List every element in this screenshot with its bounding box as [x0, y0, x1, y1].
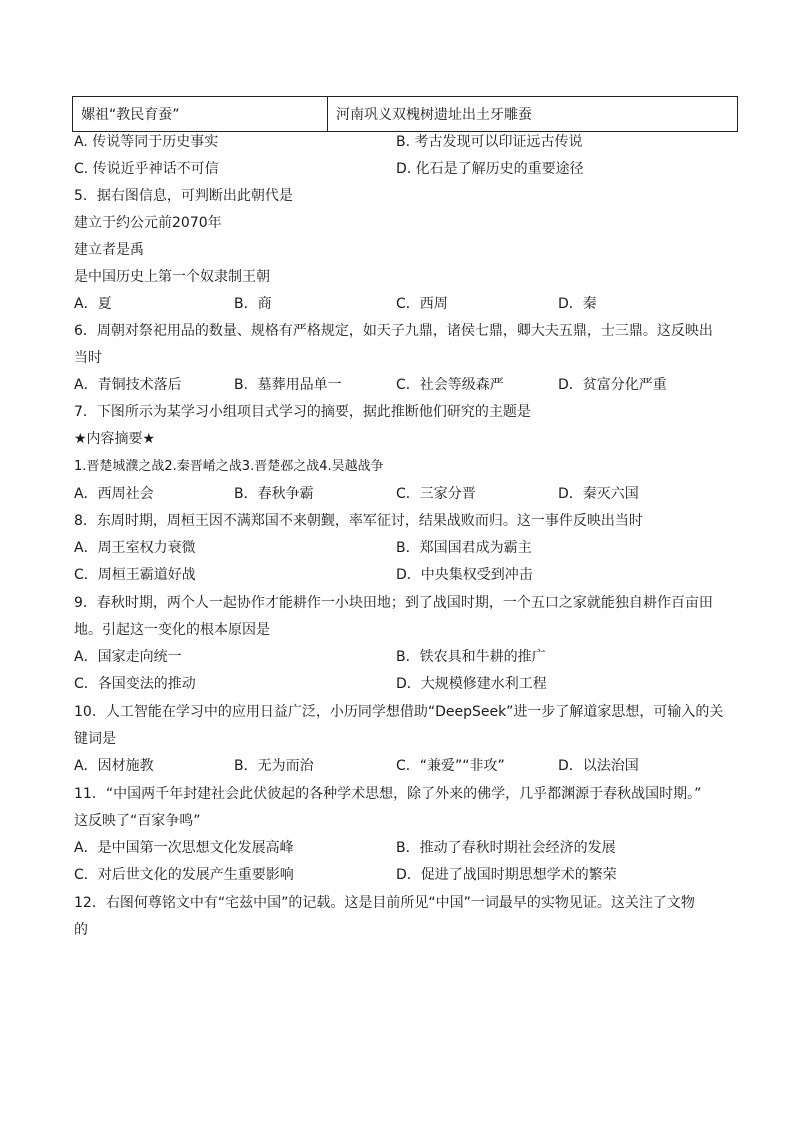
- q7-option-b: B．春秋争霸: [234, 486, 314, 502]
- material-table: [72, 96, 738, 132]
- q12-stem-line-1: 12．右图何尊铭文中有“宅兹中国”的记载。这是目前所见“中国”一词最早的实物见证。这关注了文物: [74, 895, 695, 911]
- q12-stem-line-2: 的: [74, 922, 88, 938]
- q11-stem-line-1: 11．“中国两千年封建社会此伏彼起的各种学术思想，除了外来的佛学，几乎都渊源于春秋战国时期。”: [74, 786, 702, 802]
- q6-stem-line-2: 当时: [74, 350, 102, 366]
- q9-option-d: D．大规模修建水利工程: [396, 676, 547, 692]
- q5-option-c: C．西周: [396, 296, 448, 312]
- q10-stem-line-2: 键词是: [74, 731, 116, 747]
- q7-option-a: A．西周社会: [74, 486, 154, 502]
- q7-summary-title: ★内容摘要★: [74, 431, 156, 447]
- q9-option-b: B．铁农具和牛耕的推广: [396, 649, 546, 665]
- q9-stem-line-1: 9．春秋时期，两个人一起协作才能耕作一小块田地；到了战国时期，一个五口之家就能独自耕作百亩田: [74, 595, 713, 611]
- q7-stem: 7．下图所示为某学习小组项目式学习的摘要，据此推断他们研究的主题是: [74, 404, 531, 420]
- q10-option-c: C．“兼爱”“非攻”: [396, 758, 505, 774]
- q9-option-a: A．国家走向统一: [74, 649, 182, 665]
- q11-option-c: C．对后世文化的发展产生重要影响: [74, 867, 294, 883]
- q11-option-d: D．促进了战国时期思想学术的繁荣: [396, 867, 617, 883]
- q5-option-b: B．商: [234, 296, 272, 312]
- q8-option-b: B．郑国国君成为霸主: [396, 540, 532, 556]
- q6-option-a: A．青铜技术落后: [74, 377, 182, 393]
- q8-option-c: C．周桓王霸道好战: [74, 567, 196, 583]
- q8-option-d: D．中央集权受到冲击: [396, 567, 533, 583]
- q6-stem-line-1: 6．周朝对祭祀用品的数量、规格有严格规定，如天子九鼎，诸侯七鼎，卿大夫五鼎，士三鼎。这反映出: [74, 323, 713, 339]
- q4-option-a: A. 传说等同于历史事实: [74, 134, 219, 150]
- q10-option-b: B．无为而治: [234, 758, 314, 774]
- q10-option-a: A．因材施教: [74, 758, 154, 774]
- q9-stem-line-2: 地。引起这一变化的根本原因是: [74, 622, 270, 638]
- q4-option-c: C. 传说近乎神话不可信: [74, 161, 219, 177]
- table-row: [73, 97, 738, 132]
- q7-option-d: D．秦灭六国: [558, 486, 639, 502]
- q10-option-d: D．以法治国: [558, 758, 639, 774]
- q5-info-3: 是中国历史上第一个奴隶制王朝: [74, 269, 270, 285]
- q10-stem-line-1: 10．人工智能在学习中的应用日益广泛，小历同学想借助“DeepSeek”进一步了解道家思想，可输入的关: [74, 704, 724, 720]
- q6-option-d: D．贫富分化严重: [558, 377, 667, 393]
- q5-option-d: D．秦: [558, 296, 597, 312]
- q5-info-1: 建立于约公元前2070年: [74, 215, 222, 231]
- q11-stem-line-2: 这反映了“百家争鸣”: [74, 813, 201, 829]
- q11-option-b: B．推动了春秋时期社会经济的发展: [396, 840, 616, 856]
- q6-option-b: B．墓葬用品单一: [234, 377, 342, 393]
- q4-option-d: D. 化石是了解历史的重要途径: [396, 161, 584, 177]
- q11-option-a: A．是中国第一次思想文化发展高峰: [74, 840, 294, 856]
- q7-summary-body: 1.晋楚城濮之战2.秦晋崤之战3.晋楚邲之战4.吴越战争: [74, 459, 384, 474]
- table-cell-archaeology: 河南巩义双槐树遗址出土牙雕蚕: [328, 97, 738, 132]
- q7-option-c: C．三家分晋: [396, 486, 476, 502]
- q5-info-2: 建立者是禹: [74, 242, 144, 258]
- q8-option-a: A．周王室权力衰微: [74, 540, 196, 556]
- q8-stem: 8．东周时期，周桓王因不满郑国不来朝觐，率军征讨，结果战败而归。这一事件反映出当时: [74, 513, 643, 529]
- q9-option-c: C．各国变法的推动: [74, 676, 196, 692]
- q4-option-b: B. 考古发现可以印证远古传说: [396, 134, 583, 150]
- q5-stem: 5．据右图信息，可判断出此朝代是: [74, 188, 293, 204]
- q6-option-c: C．社会等级森严: [396, 377, 504, 393]
- table-cell-legend: 嫘祖“教民育蚕”: [73, 97, 328, 132]
- q5-option-a: A．夏: [74, 296, 112, 312]
